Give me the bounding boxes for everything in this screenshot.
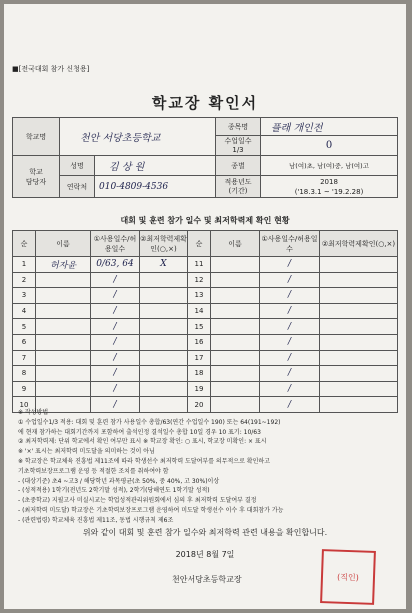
row-name <box>36 350 91 366</box>
row-check <box>320 303 398 319</box>
row-days: 0/63, 64 <box>91 257 140 273</box>
row-check <box>140 288 188 304</box>
school-name-value: 천안 서당초등학교 <box>60 118 216 156</box>
row-name <box>36 366 91 382</box>
row-name <box>36 288 91 304</box>
row-number: 5 <box>13 319 36 335</box>
attendance-table <box>12 230 398 413</box>
row-check <box>320 288 398 304</box>
official-seal: (직인) <box>320 549 376 605</box>
row-check <box>140 350 188 366</box>
event-label: 종목명 <box>216 118 261 136</box>
note-line: ※ 작성방법 <box>18 409 49 416</box>
class-days-value: 0 <box>261 136 398 156</box>
row-days: / <box>260 288 320 304</box>
document-page <box>4 4 406 609</box>
row-number: 17 <box>188 350 211 366</box>
row-days: / <box>91 397 140 413</box>
row-number: 2 <box>13 272 36 288</box>
teacher-name-label: 성명 <box>60 156 95 176</box>
row-name <box>211 381 260 397</box>
confirmation-text: 위와 같이 대회 및 훈련 참가 일수와 최저학력 관련 내용을 확인합니다. <box>82 528 328 537</box>
row-check <box>140 272 188 288</box>
year-label: 적용년도 (기간) <box>216 176 261 198</box>
row-check <box>320 319 398 335</box>
row-name <box>36 381 91 397</box>
row-name <box>211 350 260 366</box>
col-name-2: 이름 <box>211 231 260 257</box>
row-name <box>36 319 91 335</box>
row-check <box>140 334 188 350</box>
col-min-academic-2: ②최저학력제확인(○,×) <box>320 231 398 257</box>
col-no-2: 순 <box>188 231 211 257</box>
row-number: 1 <box>13 257 36 273</box>
table-row <box>13 288 398 304</box>
row-number: 3 <box>13 288 36 304</box>
row-number: 13 <box>188 288 211 304</box>
gender-value: 남(여)초, 남(여)중, 남(여)고 <box>261 156 398 176</box>
row-days: / <box>260 350 320 366</box>
gender-label: 종별 <box>216 156 261 176</box>
contact-value: 010-4809-4536 <box>95 176 216 198</box>
row-days: / <box>260 272 320 288</box>
row-number: 19 <box>188 381 211 397</box>
note-line: - (관련법령) 학교체육 진흥법 제11조, 동법 시행규칙 제6조 <box>18 516 174 524</box>
year-value: 2018 ('18.3.1 ~ '19.2.28) <box>261 176 398 198</box>
note-line: 에 현재 참가하는 대회기간까지 포함하여 출석인정 결석일수 총합 10일 경우 10 표기: 10/63 <box>18 428 261 436</box>
col-use-days: ①사용일수/허용일수 <box>91 231 140 257</box>
row-name: 허자윤 <box>36 257 91 273</box>
row-check <box>320 366 398 382</box>
row-number: 8 <box>13 366 36 382</box>
row-days: / <box>91 272 140 288</box>
col-use-days-2: ①사용일수/허용일수 <box>260 231 320 257</box>
row-number: 10 <box>13 397 36 413</box>
table-row <box>13 319 398 335</box>
row-check <box>320 272 398 288</box>
row-name <box>211 288 260 304</box>
note-line: - (최저학력 미도달) 학교장은 기초학력보장프로그램 운영하여 미도달 학생선수 이수 후 대회참가 가능 <box>18 506 284 514</box>
row-number: 9 <box>13 381 36 397</box>
row-days: / <box>260 257 320 273</box>
row-name <box>36 334 91 350</box>
table-row <box>13 350 398 366</box>
row-days: / <box>91 334 140 350</box>
row-days: / <box>260 319 320 335</box>
row-name <box>211 272 260 288</box>
row-days: / <box>260 366 320 382</box>
row-days: / <box>91 319 140 335</box>
row-check <box>320 381 398 397</box>
row-check: X <box>140 257 188 273</box>
row-check <box>320 334 398 350</box>
table-row <box>13 303 398 319</box>
table-row <box>13 366 398 382</box>
note-line: - (대상기준) 초4 ~고3 / 해당학년 과목평균(초 50%, 중 40%, 고 30%)이상 <box>18 477 220 485</box>
row-name <box>36 272 91 288</box>
row-number: 12 <box>188 272 211 288</box>
school-info-table <box>12 117 398 198</box>
row-number: 11 <box>188 257 211 273</box>
table-row <box>13 334 398 350</box>
row-days: / <box>91 303 140 319</box>
table-row <box>13 381 398 397</box>
event-value: 플래 개인전 <box>261 118 398 136</box>
row-days: / <box>260 381 320 397</box>
row-check <box>320 350 398 366</box>
row-check <box>140 366 188 382</box>
col-name: 이름 <box>36 231 91 257</box>
col-min-academic: ②최저학력제확인(○,×) <box>140 231 188 257</box>
row-days: / <box>91 350 140 366</box>
row-days: / <box>91 288 140 304</box>
row-name <box>211 319 260 335</box>
note-line: ※ '×' 표시는 최저학력 미도달을 의미하는 것이 아님 <box>18 448 155 456</box>
row-number: 15 <box>188 319 211 335</box>
note-line: ② 최저학력제: 단위 학교에서 확인 여부만 표시 ※ 학교장 확인: ○ 표시, 학교장 미확인: × 표시 <box>18 438 267 446</box>
note-line: 기초학력보장프로그램 운영 등 적절한 조치를 취하여야 함 <box>18 467 169 475</box>
row-days: / <box>91 381 140 397</box>
row-check <box>140 319 188 335</box>
contact-label: 연락처 <box>60 176 95 198</box>
class-days-label: 수업일수 1/3 <box>216 136 261 156</box>
row-days: / <box>260 397 320 413</box>
row-days: / <box>260 334 320 350</box>
row-check <box>140 381 188 397</box>
row-name <box>36 303 91 319</box>
row-number: 16 <box>188 334 211 350</box>
table-row <box>13 257 398 273</box>
row-number: 7 <box>13 350 36 366</box>
table-row <box>13 272 398 288</box>
note-line: - (성적적용) 1학기(전년도 2학기말 성적), 2학기(당해연도 1학기말 성적) <box>18 487 210 495</box>
row-name <box>211 303 260 319</box>
row-number: 20 <box>188 397 211 413</box>
note-line: ① 수업일수1/3 적용: 대회 및 훈련 참가 사용일수 총합/63(연간 수업일수 190) 또는 64(191~192) <box>18 418 281 426</box>
row-number: 14 <box>188 303 211 319</box>
row-name <box>211 334 260 350</box>
note-line: - (초중학교) 지필고사 미실시교는 학업성적관리위원회에서 심의 후 최저학력 도달여부 결정 <box>18 497 257 505</box>
section-heading: 대회 및 훈련 참가 일수 및 최저학력제 확인 현황 <box>120 216 290 225</box>
notes-block <box>18 408 398 526</box>
row-check <box>140 303 188 319</box>
row-name <box>211 257 260 273</box>
row-number: 18 <box>188 366 211 382</box>
school-name-label: 학교명 <box>13 118 60 156</box>
note-line: ※ 학교장은 학교체육 진흥법 제11조에 따라 학생선수 최저학력 도달여부를 의무적으로 확인하고 <box>18 457 270 465</box>
row-number: 4 <box>13 303 36 319</box>
row-number: 6 <box>13 334 36 350</box>
form-tag: ■[전국대회 참가 신청용] <box>12 65 90 73</box>
row-name <box>211 366 260 382</box>
teacher-label: 학교 담당자 <box>13 156 60 198</box>
col-no: 순 <box>13 231 36 257</box>
teacher-name-value: 김 상 원 <box>95 156 216 176</box>
principal-signature: 천안서당초등학교장 <box>172 575 242 584</box>
row-check <box>320 257 398 273</box>
row-days: / <box>260 303 320 319</box>
row-days: / <box>91 366 140 382</box>
issue-date: 2018년 8월 7일 <box>175 550 235 559</box>
document-title: 학교장 확인서 <box>151 94 259 112</box>
